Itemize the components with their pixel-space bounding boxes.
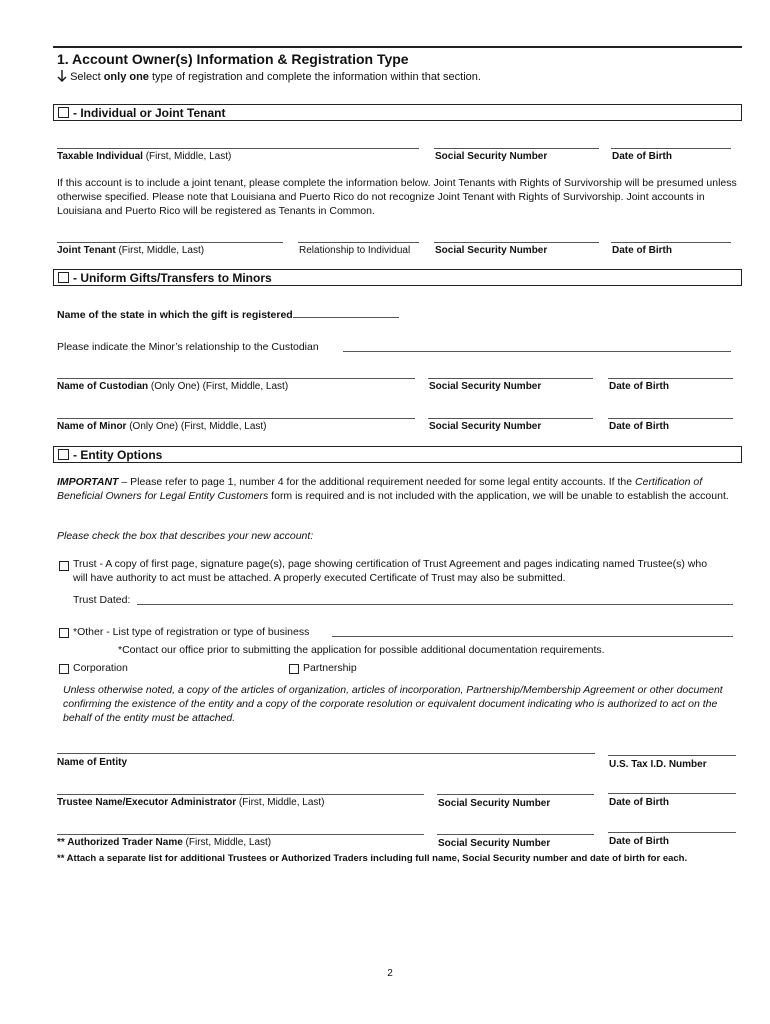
top-rule — [53, 46, 742, 48]
entity-checkbox[interactable] — [58, 449, 69, 460]
trustee-name-field[interactable] — [57, 794, 424, 795]
check-box-prompt: Please check the box that describes your new account: — [57, 530, 314, 542]
minor-name-field[interactable] — [57, 418, 415, 419]
corporation-checkbox[interactable] — [59, 664, 69, 674]
state-field[interactable] — [293, 306, 399, 318]
entity-name-field[interactable] — [57, 753, 595, 754]
trustee-ssn-field[interactable] — [437, 794, 594, 795]
joint-tenant-field[interactable] — [57, 242, 283, 243]
taxable-label-rest: (First, Middle, Last) — [142, 151, 232, 162]
minor-dob-field[interactable] — [608, 418, 733, 419]
custodian-ssn-field[interactable] — [428, 378, 593, 379]
minor-ssn-field[interactable] — [428, 418, 593, 419]
tax-id-field[interactable] — [608, 755, 736, 756]
joint-dob-label: Date of Birth — [612, 245, 672, 256]
custodian-ssn-label: Social Security Number — [429, 381, 542, 392]
joint-ssn-label: Social Security Number — [435, 245, 548, 256]
joint-dob-field[interactable] — [611, 242, 731, 243]
trustee-ssn-label: Social Security Number — [438, 798, 551, 809]
custodian-label-bold: Name of Custodian — [57, 381, 149, 392]
custodian-dob-field[interactable] — [608, 378, 733, 379]
individual-section-title: - Individual or Joint Tenant — [73, 106, 226, 120]
custodian-name-label — [57, 380, 288, 393]
partnership-checkbox[interactable] — [289, 664, 299, 674]
minor-ssn-label: Social Security Number — [429, 421, 542, 432]
custodian-name-field[interactable] — [57, 378, 415, 379]
page-title: 1. Account Owner(s) Information & Registration Type — [57, 51, 409, 67]
trust-checkbox[interactable] — [59, 561, 69, 571]
other-business-field[interactable] — [332, 636, 733, 637]
registration-instruction — [57, 70, 481, 84]
important-text-1: – Please refer to page 1, number 4 for the additional requirement needed for some legal entity accounts. If the — [118, 476, 636, 488]
important-bold: IMPORTANT — [57, 476, 119, 488]
minor-relationship-field[interactable] — [343, 351, 731, 352]
minor-relationship-prompt — [57, 340, 319, 354]
minor-relationship-text: Please indicate the Minor’s relationship to the Custodian — [57, 341, 319, 353]
trustee-label-bold: Trustee Name/Executor Administrator — [57, 797, 237, 808]
section-ugma — [53, 269, 742, 286]
trader-dob-field[interactable] — [608, 832, 736, 833]
trust-dated-label: Trust Dated: — [73, 594, 131, 606]
individual-checkbox[interactable] — [58, 107, 69, 118]
trader-name-field[interactable] — [57, 834, 424, 835]
taxable-individual-label — [57, 150, 231, 163]
minor-name-label — [57, 420, 266, 433]
section-entity — [53, 446, 742, 463]
entity-name-label: Name of Entity — [57, 757, 128, 768]
instruction-pre: Select — [70, 71, 104, 83]
trader-dob-label: Date of Birth — [609, 836, 669, 847]
contact-office-note: *Contact our office prior to submitting the application for possible additional documentation requirements. — [118, 644, 605, 656]
taxable-dob-label: Date of Birth — [612, 151, 672, 162]
taxable-dob-field[interactable] — [611, 148, 731, 149]
minor-label-rest: (Only One) (First, Middle, Last) — [126, 421, 267, 432]
trader-ssn-field[interactable] — [437, 834, 594, 835]
trader-ssn-label: Social Security Number — [438, 838, 551, 849]
articles-paragraph: Unless otherwise noted, a copy of the articles of organization, articles of incorporation, Partnership/Membership Agreement or other document confirming the existence of the entity and a copy of the corporate resolution or equivalent document indicating who is authorized to act on the behalf of the entity must be attached. — [63, 684, 723, 724]
trust-option-text: Trust - A copy of first page, signature page(s), page showing certification of Trust Agreement and pages indicating named Trustee(s) who will have authority to act must be attached. A properly executed Certificate of Trust may also be submitted. — [73, 558, 708, 584]
trustee-name-label — [57, 796, 325, 809]
minor-label-bold: Name of Minor — [57, 421, 127, 432]
corporation-label: Corporation — [73, 662, 128, 674]
partnership-label: Partnership — [303, 662, 357, 674]
instruction-post: type of registration and complete the information within that section. — [148, 71, 481, 83]
trader-name-label — [57, 836, 271, 849]
joint-label-rest: (First, Middle, Last) — [115, 245, 205, 256]
joint-label-bold: Joint Tenant — [57, 245, 116, 256]
trust-dated-field[interactable] — [137, 604, 733, 605]
other-option-label: *Other - List type of registration or type of business — [73, 626, 310, 638]
taxable-ssn-field[interactable] — [434, 148, 599, 149]
entity-section-title: - Entity Options — [73, 448, 163, 462]
ugma-checkbox[interactable] — [58, 272, 69, 283]
taxable-individual-field[interactable] — [57, 148, 419, 149]
minor-dob-label: Date of Birth — [609, 421, 669, 432]
trustee-dob-label: Date of Birth — [609, 797, 669, 808]
important-italic: Certification of Beneficial Owners for Legal Entity Customers — [57, 476, 703, 502]
joint-ssn-field[interactable] — [434, 242, 599, 243]
joint-relationship-label: Relationship to Individual — [299, 245, 411, 256]
trader-label-rest: (First, Middle, Last) — [182, 837, 272, 848]
custodian-dob-label: Date of Birth — [609, 381, 669, 392]
down-arrow-icon — [57, 70, 67, 82]
important-text-2: form is required and is not included with the application, we will be unable to establish the account. — [268, 490, 729, 502]
trustee-label-rest: (First, Middle, Last) — [236, 797, 325, 808]
taxable-ssn-label: Social Security Number — [435, 151, 548, 162]
trustee-dob-field[interactable] — [608, 793, 736, 794]
section-individual-joint — [53, 104, 742, 121]
other-checkbox[interactable] — [59, 628, 69, 638]
instruction-bold: only one — [103, 71, 149, 83]
page-number: 2 — [387, 968, 393, 979]
tax-id-label: U.S. Tax I.D. Number — [609, 759, 707, 770]
trader-label-bold: ** Authorized Trader Name — [57, 837, 183, 848]
state-registered-label — [57, 306, 399, 322]
taxable-label-bold: Taxable Individual — [57, 151, 143, 162]
joint-relationship-field[interactable] — [298, 242, 419, 243]
ugma-section-title: - Uniform Gifts/Transfers to Minors — [73, 271, 272, 285]
joint-tenant-label — [57, 244, 204, 257]
joint-tenant-paragraph: If this account is to include a joint tenant, please complete the information below. Joint Tenants with Rights of Survivorship will be presumed unless otherwise specified. Please note that Louisiana and Puerto Rico do not recognize Joint Tenant with Rights of Survivorship. Joint accounts in Louisiana and Puerto Rico will be registered as Tenants in Common. — [57, 177, 737, 217]
custodian-label-rest: (Only One) (First, Middle, Last) — [148, 381, 289, 392]
state-label-text: Name of the state in which the gift is registered — [57, 309, 293, 321]
attach-list-note: ** Attach a separate list for additional Trustees or Authorized Traders including full name, Social Security number and date of birth for each. — [57, 853, 688, 864]
important-paragraph — [57, 475, 739, 503]
